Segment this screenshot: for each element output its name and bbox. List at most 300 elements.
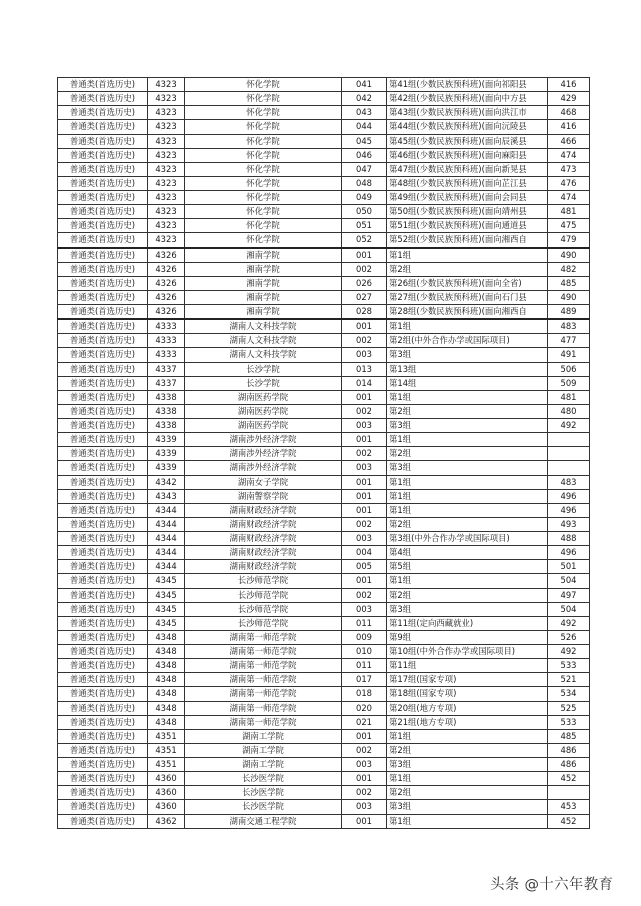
table-row xyxy=(58,616,590,630)
group-code-cell: 011 xyxy=(342,616,387,630)
school-name-cell: 湘南学院 xyxy=(185,276,342,290)
category-cell: 普通类(首选历史) xyxy=(58,489,148,503)
table-row xyxy=(58,404,590,418)
school-name-cell: 长沙师范学院 xyxy=(185,602,342,616)
score-cell: 429 xyxy=(548,92,590,106)
group-name-cell: 第49组(少数民族预科班)(面向会同县 xyxy=(387,191,548,205)
school-name-cell: 湖南财政经济学院 xyxy=(185,546,342,560)
group-code-cell: 001 xyxy=(342,248,387,263)
school-name-cell: 长沙医学院 xyxy=(185,786,342,800)
school-name-cell: 怀化学院 xyxy=(185,92,342,106)
group-name-cell: 第2组 xyxy=(387,588,548,602)
score-cell: 486 xyxy=(548,758,590,772)
school-code-cell: 4348 xyxy=(148,701,185,715)
school-name-cell: 湖南第一师范学院 xyxy=(185,687,342,701)
school-name-cell: 怀化学院 xyxy=(185,106,342,120)
score-cell: 483 xyxy=(548,319,590,334)
group-code-cell: 042 xyxy=(342,92,387,106)
score-cell: 476 xyxy=(548,176,590,190)
category-cell: 普通类(首选历史) xyxy=(58,673,148,687)
table-row xyxy=(58,588,590,602)
group-code-cell: 001 xyxy=(342,503,387,517)
category-cell: 普通类(首选历史) xyxy=(58,758,148,772)
group-code-cell: 002 xyxy=(342,404,387,418)
group-name-cell: 第3组 xyxy=(387,800,548,814)
school-name-cell: 湖南女子学院 xyxy=(185,475,342,489)
group-name-cell: 第9组 xyxy=(387,630,548,644)
score-cell: 492 xyxy=(548,616,590,630)
group-code-cell: 001 xyxy=(342,319,387,334)
group-code-cell: 014 xyxy=(342,376,387,390)
school-name-cell: 怀化学院 xyxy=(185,219,342,233)
group-code-cell: 052 xyxy=(342,233,387,248)
school-code-cell: 4323 xyxy=(148,134,185,148)
score-cell: 504 xyxy=(548,574,590,588)
score-cell: 481 xyxy=(548,205,590,219)
score-cell: 509 xyxy=(548,376,590,390)
group-name-cell: 第20组(地方专项) xyxy=(387,701,548,715)
category-cell: 普通类(首选历史) xyxy=(58,106,148,120)
score-cell xyxy=(548,447,590,461)
group-name-cell: 第52组(少数民族预科班)(面向湘西自 xyxy=(387,233,548,248)
score-cell: 486 xyxy=(548,743,590,757)
table-row xyxy=(58,772,590,786)
score-cell: 416 xyxy=(548,120,590,134)
score-cell: 474 xyxy=(548,191,590,205)
school-name-cell: 湖南工学院 xyxy=(185,729,342,743)
school-code-cell: 4345 xyxy=(148,574,185,588)
table-row xyxy=(58,532,590,546)
score-cell: 496 xyxy=(548,546,590,560)
school-name-cell: 湖南第一师范学院 xyxy=(185,701,342,715)
category-cell: 普通类(首选历史) xyxy=(58,786,148,800)
category-cell: 普通类(首选历史) xyxy=(58,233,148,248)
school-code-cell: 4360 xyxy=(148,772,185,786)
school-code-cell: 4323 xyxy=(148,219,185,233)
category-cell: 普通类(首选历史) xyxy=(58,701,148,715)
school-code-cell: 4360 xyxy=(148,800,185,814)
group-code-cell: 002 xyxy=(342,588,387,602)
category-cell: 普通类(首选历史) xyxy=(58,162,148,176)
school-code-cell: 4333 xyxy=(148,348,185,362)
school-name-cell: 怀化学院 xyxy=(185,134,342,148)
group-code-cell: 003 xyxy=(342,758,387,772)
group-code-cell: 027 xyxy=(342,290,387,304)
school-code-cell: 4344 xyxy=(148,503,185,517)
table-row xyxy=(58,673,590,687)
school-name-cell: 湖南医药学院 xyxy=(185,419,342,433)
table-row xyxy=(58,729,590,743)
school-code-cell: 4344 xyxy=(148,532,185,546)
school-code-cell: 4326 xyxy=(148,290,185,304)
school-code-cell: 4348 xyxy=(148,687,185,701)
group-name-cell: 第1组 xyxy=(387,390,548,404)
category-cell: 普通类(首选历史) xyxy=(58,176,148,190)
score-cell: 501 xyxy=(548,560,590,574)
category-cell: 普通类(首选历史) xyxy=(58,687,148,701)
table-row xyxy=(58,78,590,92)
school-code-cell: 4323 xyxy=(148,191,185,205)
group-name-cell: 第3组(中外合作办学或国际项目) xyxy=(387,532,548,546)
school-name-cell: 湘南学院 xyxy=(185,305,342,320)
group-name-cell: 第1组 xyxy=(387,574,548,588)
group-code-cell: 002 xyxy=(342,334,387,348)
table-row xyxy=(58,517,590,531)
group-name-cell: 第42组(少数民族预科班)(面向中方县 xyxy=(387,92,548,106)
school-code-cell: 4333 xyxy=(148,334,185,348)
school-code-cell: 4337 xyxy=(148,362,185,376)
table-row xyxy=(58,162,590,176)
group-name-cell: 第4组 xyxy=(387,546,548,560)
score-cell xyxy=(548,433,590,447)
table-row xyxy=(58,715,590,729)
group-name-cell: 第3组 xyxy=(387,348,548,362)
table-row xyxy=(58,362,590,376)
score-cell: 468 xyxy=(548,106,590,120)
score-cell: 479 xyxy=(548,233,590,248)
school-code-cell: 4337 xyxy=(148,376,185,390)
school-name-cell: 湖南第一师范学院 xyxy=(185,715,342,729)
table-row xyxy=(58,176,590,190)
table-row xyxy=(58,205,590,219)
score-cell: 481 xyxy=(548,390,590,404)
table-row xyxy=(58,546,590,560)
school-name-cell: 湖南财政经济学院 xyxy=(185,532,342,546)
table-row xyxy=(58,106,590,120)
school-code-cell: 4338 xyxy=(148,390,185,404)
group-code-cell: 010 xyxy=(342,645,387,659)
score-cell: 492 xyxy=(548,419,590,433)
school-name-cell: 湖南财政经济学院 xyxy=(185,517,342,531)
score-cell: 496 xyxy=(548,503,590,517)
score-cell: 491 xyxy=(548,348,590,362)
category-cell: 普通类(首选历史) xyxy=(58,191,148,205)
category-cell: 普通类(首选历史) xyxy=(58,334,148,348)
score-cell: 474 xyxy=(548,148,590,162)
group-name-cell: 第2组 xyxy=(387,786,548,800)
group-name-cell: 第5组 xyxy=(387,560,548,574)
group-code-cell: 050 xyxy=(342,205,387,219)
school-name-cell: 长沙学院 xyxy=(185,362,342,376)
school-name-cell: 湖南工学院 xyxy=(185,758,342,772)
table-row xyxy=(58,687,590,701)
table-row xyxy=(58,574,590,588)
group-code-cell: 041 xyxy=(342,78,387,92)
score-cell: 490 xyxy=(548,290,590,304)
group-name-cell: 第1组 xyxy=(387,503,548,517)
school-code-cell: 4339 xyxy=(148,461,185,475)
group-name-cell: 第2组 xyxy=(387,447,548,461)
table-row xyxy=(58,800,590,814)
school-code-cell: 4326 xyxy=(148,262,185,276)
category-cell: 普通类(首选历史) xyxy=(58,205,148,219)
group-code-cell: 051 xyxy=(342,219,387,233)
school-name-cell: 怀化学院 xyxy=(185,78,342,92)
score-cell: 489 xyxy=(548,305,590,320)
school-name-cell: 长沙师范学院 xyxy=(185,588,342,602)
admission-score-table xyxy=(57,77,590,829)
group-name-cell: 第43组(少数民族预科班)(面向洪江市 xyxy=(387,106,548,120)
group-code-cell: 001 xyxy=(342,772,387,786)
school-code-cell: 4344 xyxy=(148,517,185,531)
school-name-cell: 湖南第一师范学院 xyxy=(185,659,342,673)
category-cell: 普通类(首选历史) xyxy=(58,574,148,588)
score-cell: 475 xyxy=(548,219,590,233)
table-row xyxy=(58,447,590,461)
school-name-cell: 湖南人文科技学院 xyxy=(185,334,342,348)
school-code-cell: 4351 xyxy=(148,758,185,772)
school-code-cell: 4323 xyxy=(148,233,185,248)
school-code-cell: 4339 xyxy=(148,433,185,447)
group-name-cell: 第21组(地方专项) xyxy=(387,715,548,729)
group-name-cell: 第3组 xyxy=(387,602,548,616)
school-name-cell: 湘南学院 xyxy=(185,262,342,276)
group-name-cell: 第1组 xyxy=(387,433,548,447)
category-cell: 普通类(首选历史) xyxy=(58,602,148,616)
school-code-cell: 4351 xyxy=(148,729,185,743)
group-code-cell: 044 xyxy=(342,120,387,134)
admission-score-table-container xyxy=(57,77,583,829)
category-cell: 普通类(首选历史) xyxy=(58,262,148,276)
score-cell: 496 xyxy=(548,489,590,503)
school-name-cell: 长沙医学院 xyxy=(185,772,342,786)
group-code-cell: 003 xyxy=(342,602,387,616)
table-row xyxy=(58,701,590,715)
score-cell: 525 xyxy=(548,701,590,715)
category-cell: 普通类(首选历史) xyxy=(58,715,148,729)
score-cell: 534 xyxy=(548,687,590,701)
group-code-cell: 048 xyxy=(342,176,387,190)
group-code-cell: 028 xyxy=(342,305,387,320)
score-cell xyxy=(548,461,590,475)
group-code-cell: 045 xyxy=(342,134,387,148)
group-code-cell: 047 xyxy=(342,162,387,176)
table-row xyxy=(58,659,590,673)
category-cell: 普通类(首选历史) xyxy=(58,134,148,148)
school-name-cell: 长沙师范学院 xyxy=(185,574,342,588)
category-cell: 普通类(首选历史) xyxy=(58,433,148,447)
score-cell xyxy=(548,786,590,800)
group-name-cell: 第1组 xyxy=(387,729,548,743)
table-row xyxy=(58,276,590,290)
school-name-cell: 长沙师范学院 xyxy=(185,616,342,630)
school-name-cell: 湖南第一师范学院 xyxy=(185,673,342,687)
school-code-cell: 4338 xyxy=(148,404,185,418)
table-row xyxy=(58,262,590,276)
school-name-cell: 湖南涉外经济学院 xyxy=(185,433,342,447)
score-cell: 521 xyxy=(548,673,590,687)
school-code-cell: 4323 xyxy=(148,205,185,219)
group-name-cell: 第2组 xyxy=(387,743,548,757)
school-name-cell: 湖南财政经济学院 xyxy=(185,503,342,517)
group-name-cell: 第45组(少数民族预科班)(面向辰溪县 xyxy=(387,134,548,148)
score-cell: 533 xyxy=(548,715,590,729)
group-code-cell: 005 xyxy=(342,560,387,574)
group-name-cell: 第1组 xyxy=(387,248,548,263)
school-code-cell: 4339 xyxy=(148,447,185,461)
table-row xyxy=(58,134,590,148)
table-row xyxy=(58,814,590,828)
score-cell: 506 xyxy=(548,362,590,376)
table-body xyxy=(58,78,590,829)
school-code-cell: 4344 xyxy=(148,560,185,574)
school-name-cell: 怀化学院 xyxy=(185,162,342,176)
school-name-cell: 湖南工学院 xyxy=(185,743,342,757)
school-code-cell: 4323 xyxy=(148,162,185,176)
table-row xyxy=(58,248,590,263)
school-code-cell: 4345 xyxy=(148,616,185,630)
school-name-cell: 怀化学院 xyxy=(185,148,342,162)
school-code-cell: 4326 xyxy=(148,276,185,290)
school-code-cell: 4323 xyxy=(148,78,185,92)
category-cell: 普通类(首选历史) xyxy=(58,362,148,376)
group-code-cell: 003 xyxy=(342,348,387,362)
group-code-cell: 009 xyxy=(342,630,387,644)
school-name-cell: 怀化学院 xyxy=(185,233,342,248)
school-name-cell: 怀化学院 xyxy=(185,176,342,190)
group-code-cell: 021 xyxy=(342,715,387,729)
score-cell: 488 xyxy=(548,532,590,546)
category-cell: 普通类(首选历史) xyxy=(58,772,148,786)
table-row xyxy=(58,645,590,659)
school-code-cell: 4323 xyxy=(148,176,185,190)
score-cell: 416 xyxy=(548,78,590,92)
table-row xyxy=(58,602,590,616)
school-code-cell: 4348 xyxy=(148,645,185,659)
score-cell: 504 xyxy=(548,602,590,616)
category-cell: 普通类(首选历史) xyxy=(58,419,148,433)
category-cell: 普通类(首选历史) xyxy=(58,645,148,659)
category-cell: 普通类(首选历史) xyxy=(58,276,148,290)
school-name-cell: 湖南交通工程学院 xyxy=(185,814,342,828)
group-name-cell: 第1组 xyxy=(387,814,548,828)
group-code-cell: 001 xyxy=(342,489,387,503)
table-row xyxy=(58,334,590,348)
group-name-cell: 第11组(定向西藏就业) xyxy=(387,616,548,630)
group-code-cell: 003 xyxy=(342,461,387,475)
school-name-cell: 湖南涉外经济学院 xyxy=(185,447,342,461)
table-row xyxy=(58,786,590,800)
score-cell: 497 xyxy=(548,588,590,602)
group-name-cell: 第10组(中外合作办学或国际项目) xyxy=(387,645,548,659)
score-cell: 490 xyxy=(548,248,590,263)
group-code-cell: 001 xyxy=(342,574,387,588)
school-code-cell: 4348 xyxy=(148,630,185,644)
group-code-cell: 013 xyxy=(342,362,387,376)
table-row xyxy=(58,433,590,447)
table-row xyxy=(58,233,590,248)
school-name-cell: 怀化学院 xyxy=(185,120,342,134)
group-name-cell: 第18组(国家专项) xyxy=(387,687,548,701)
group-name-cell: 第44组(少数民族预科班)(面向沅陵县 xyxy=(387,120,548,134)
category-cell: 普通类(首选历史) xyxy=(58,616,148,630)
school-code-cell: 4342 xyxy=(148,475,185,489)
category-cell: 普通类(首选历史) xyxy=(58,376,148,390)
category-cell: 普通类(首选历史) xyxy=(58,659,148,673)
category-cell: 普通类(首选历史) xyxy=(58,290,148,304)
group-code-cell: 002 xyxy=(342,447,387,461)
group-code-cell: 002 xyxy=(342,517,387,531)
category-cell: 普通类(首选历史) xyxy=(58,729,148,743)
school-code-cell: 4326 xyxy=(148,248,185,263)
category-cell: 普通类(首选历史) xyxy=(58,461,148,475)
table-row xyxy=(58,290,590,304)
school-code-cell: 4323 xyxy=(148,106,185,120)
school-name-cell: 湘南学院 xyxy=(185,248,342,263)
category-cell: 普通类(首选历史) xyxy=(58,800,148,814)
group-name-cell: 第3组 xyxy=(387,419,548,433)
category-cell: 普通类(首选历史) xyxy=(58,630,148,644)
school-code-cell: 4323 xyxy=(148,120,185,134)
group-code-cell: 003 xyxy=(342,532,387,546)
group-name-cell: 第14组 xyxy=(387,376,548,390)
table-row xyxy=(58,376,590,390)
group-name-cell: 第2组(中外合作办学或国际项目) xyxy=(387,334,548,348)
category-cell: 普通类(首选历史) xyxy=(58,447,148,461)
group-name-cell: 第1组 xyxy=(387,772,548,786)
school-code-cell: 4345 xyxy=(148,602,185,616)
school-name-cell: 湖南警察学院 xyxy=(185,489,342,503)
school-code-cell: 4360 xyxy=(148,786,185,800)
school-name-cell: 湘南学院 xyxy=(185,290,342,304)
category-cell: 普通类(首选历史) xyxy=(58,348,148,362)
category-cell: 普通类(首选历史) xyxy=(58,743,148,757)
group-name-cell: 第1组 xyxy=(387,319,548,334)
group-code-cell: 001 xyxy=(342,390,387,404)
group-code-cell: 002 xyxy=(342,743,387,757)
table-row xyxy=(58,191,590,205)
category-cell: 普通类(首选历史) xyxy=(58,120,148,134)
category-cell: 普通类(首选历史) xyxy=(58,390,148,404)
group-code-cell: 011 xyxy=(342,659,387,673)
group-code-cell: 017 xyxy=(342,673,387,687)
watermark: 头条 @十六年教育 xyxy=(490,877,614,893)
group-code-cell: 026 xyxy=(342,276,387,290)
score-cell: 452 xyxy=(548,772,590,786)
group-name-cell: 第50组(少数民族预科班)(面向靖州县 xyxy=(387,205,548,219)
score-cell: 533 xyxy=(548,659,590,673)
school-name-cell: 怀化学院 xyxy=(185,191,342,205)
table-row xyxy=(58,560,590,574)
school-code-cell: 4343 xyxy=(148,489,185,503)
group-name-cell: 第2组 xyxy=(387,517,548,531)
table-row xyxy=(58,390,590,404)
group-name-cell: 第2组 xyxy=(387,404,548,418)
category-cell: 普通类(首选历史) xyxy=(58,319,148,334)
school-name-cell: 湖南财政经济学院 xyxy=(185,560,342,574)
group-name-cell: 第48组(少数民族预科班)(面向芷江县 xyxy=(387,176,548,190)
group-code-cell: 004 xyxy=(342,546,387,560)
category-cell: 普通类(首选历史) xyxy=(58,546,148,560)
school-name-cell: 怀化学院 xyxy=(185,205,342,219)
school-name-cell: 湖南人文科技学院 xyxy=(185,348,342,362)
group-name-cell: 第51组(少数民族预科班)(面向通道县 xyxy=(387,219,548,233)
category-cell: 普通类(首选历史) xyxy=(58,517,148,531)
group-name-cell: 第28组(少数民族预科班)(面向湘西自 xyxy=(387,305,548,320)
school-name-cell: 湖南第一师范学院 xyxy=(185,645,342,659)
score-cell: 485 xyxy=(548,729,590,743)
category-cell: 普通类(首选历史) xyxy=(58,814,148,828)
school-code-cell: 4338 xyxy=(148,419,185,433)
table-row xyxy=(58,148,590,162)
table-row xyxy=(58,743,590,757)
group-code-cell: 001 xyxy=(342,433,387,447)
group-code-cell: 003 xyxy=(342,419,387,433)
score-cell: 483 xyxy=(548,475,590,489)
group-code-cell: 003 xyxy=(342,800,387,814)
score-cell: 473 xyxy=(548,162,590,176)
category-cell: 普通类(首选历史) xyxy=(58,475,148,489)
